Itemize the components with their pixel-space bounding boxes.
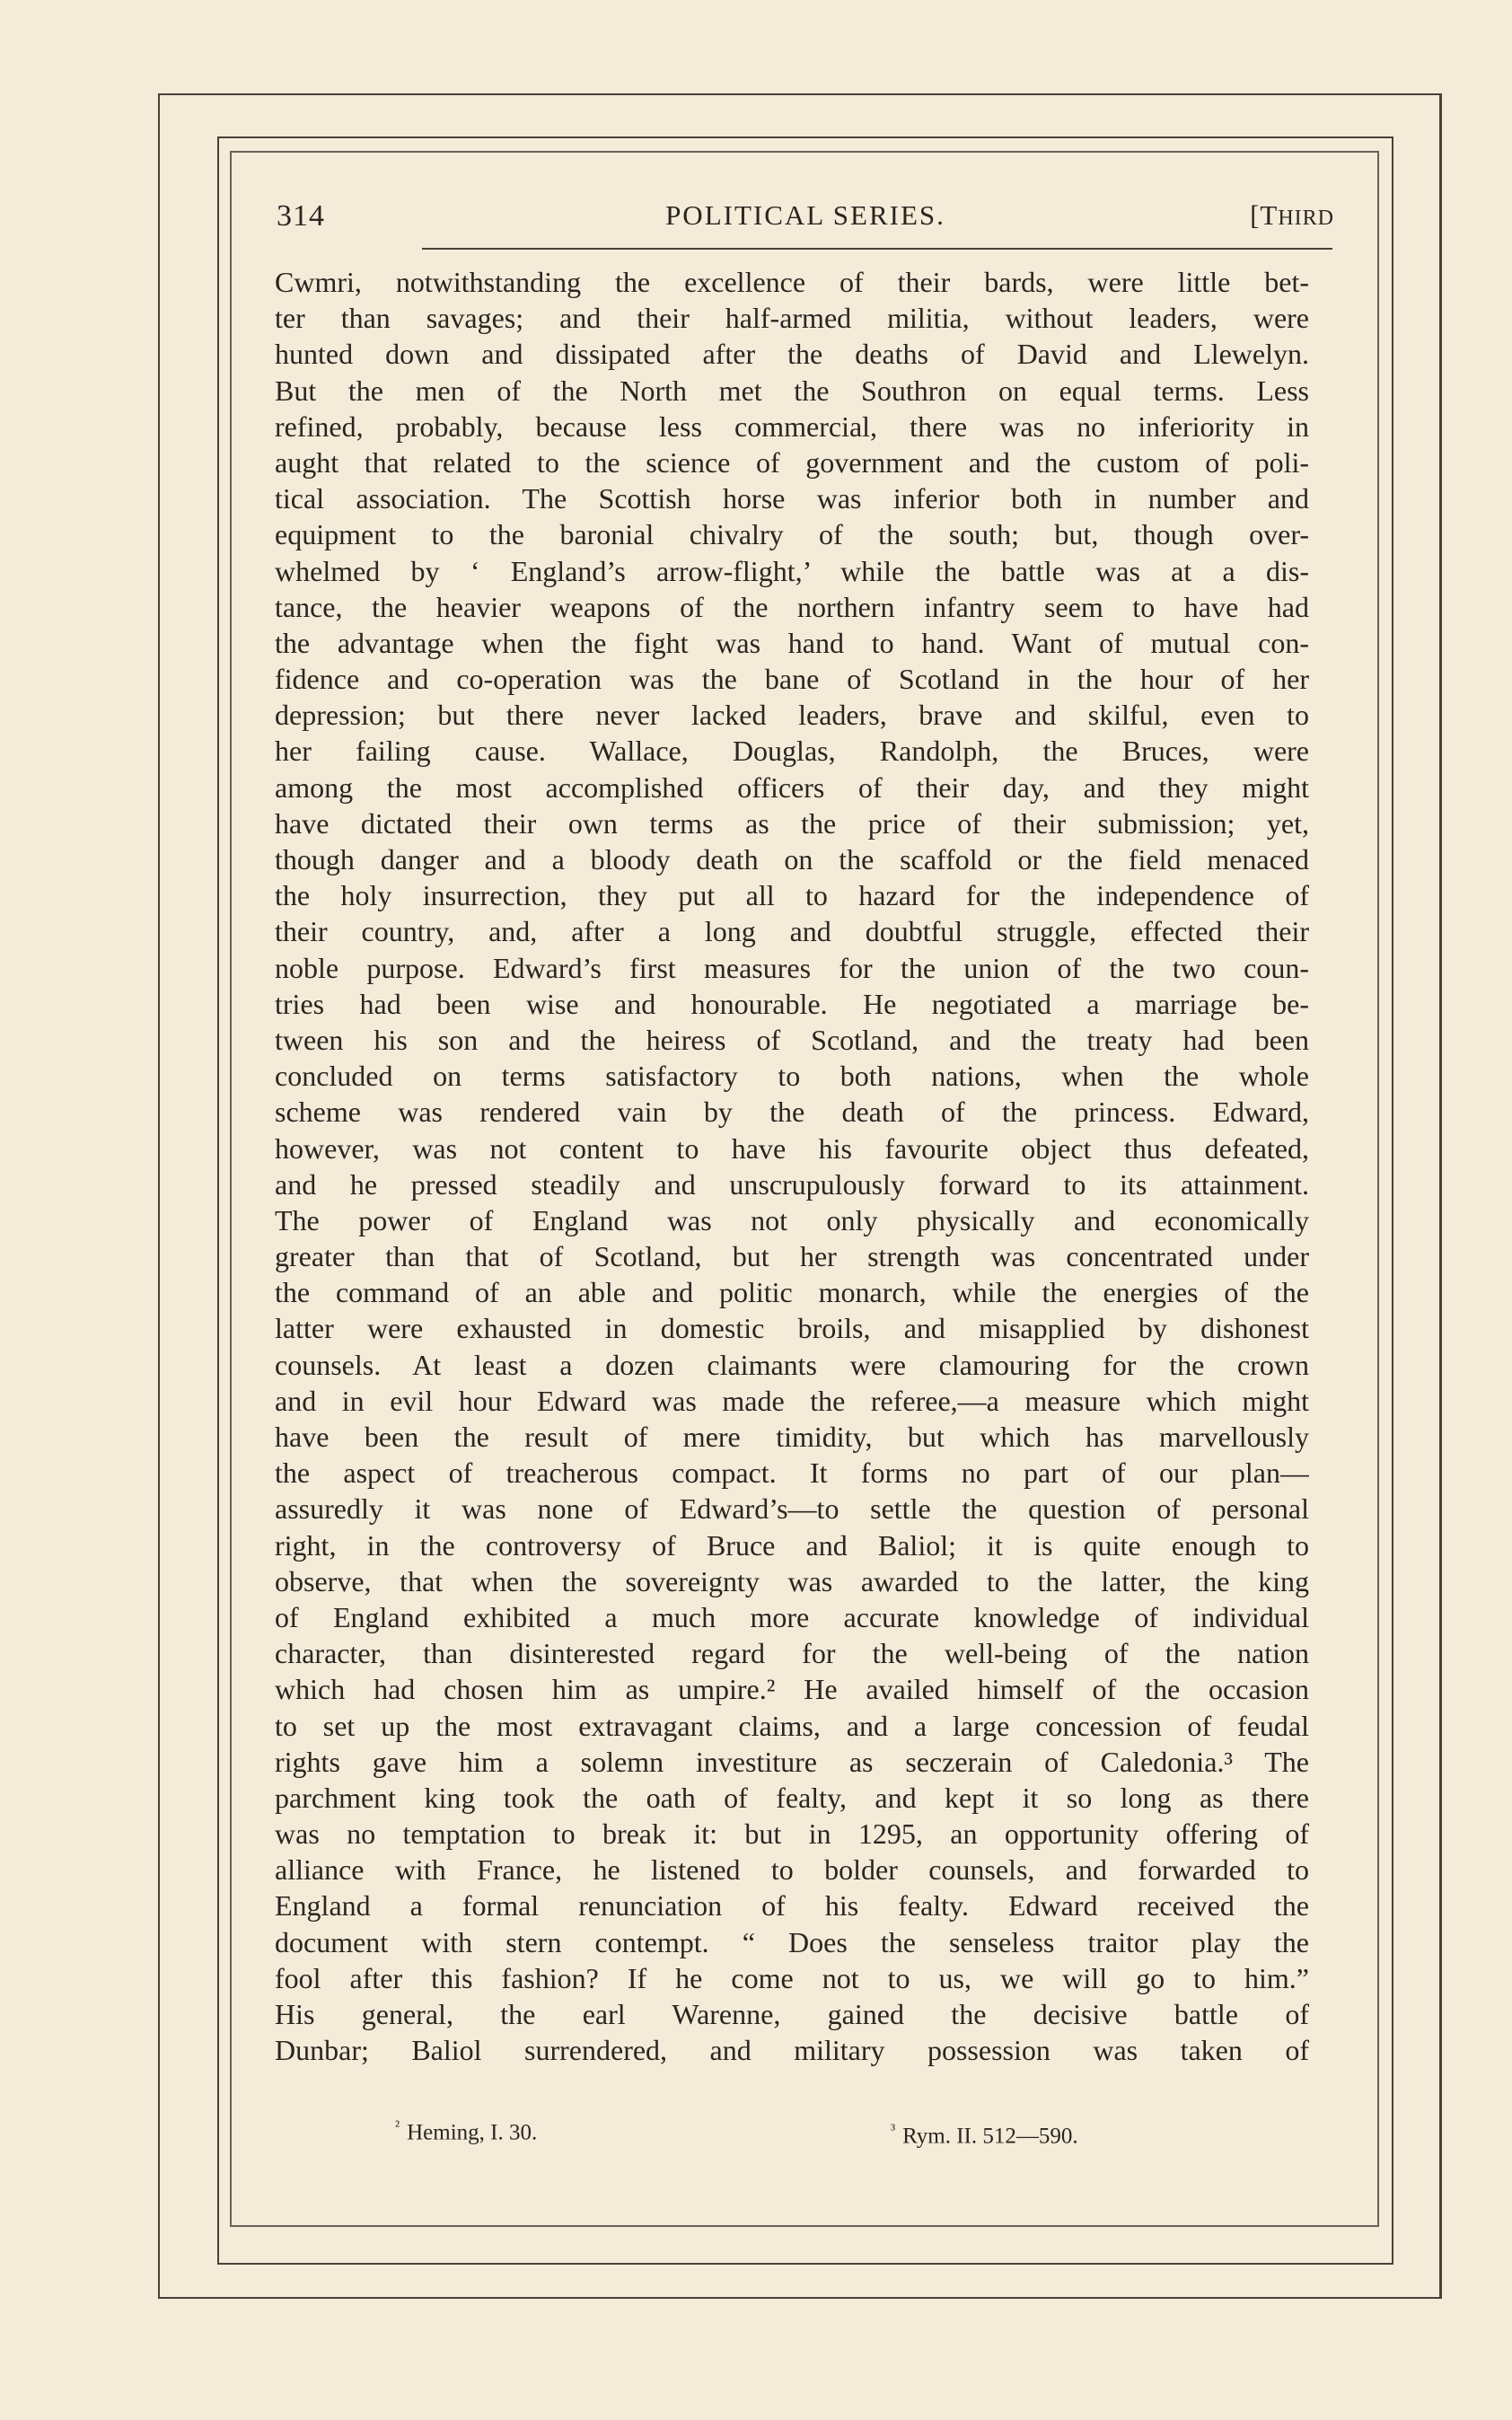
text-line: tical association. The Scottish horse was inferior both in number and xyxy=(275,482,1309,515)
text-line: alliance with France, he listened to bolder counsels, and forwarded to xyxy=(275,1853,1309,1887)
text-line: His general, the earl Warenne, gained the decisive battle of xyxy=(275,1998,1309,2030)
footnote-2 xyxy=(395,2117,537,2145)
text-line: among the most accomplished officers of their day, and they might xyxy=(275,770,1309,804)
text-line: character, than disinterested regard for the well-being of the nation xyxy=(275,1637,1309,1670)
text-line: document with stern contempt. “ Does the senseless traitor play the xyxy=(275,1925,1309,1958)
footnotes xyxy=(395,2117,1203,2153)
page-number: 314 xyxy=(277,199,325,233)
text-line: noble purpose. Edward’s first measures for the union of the two coun- xyxy=(275,951,1309,984)
text-line: hunted down and dissipated after the deaths of David and Llewelyn. xyxy=(275,338,1309,371)
footnote-mark: ² xyxy=(395,2117,400,2134)
text-line: tween his son and the heiress of Scotland, and the treaty had been xyxy=(275,1023,1309,1056)
text-line: rights gave him a solemn investiture as seczerain of Caledonia.³ The xyxy=(275,1745,1309,1778)
text-line: But the men of the North met the Southron on equal terms. Less xyxy=(275,374,1309,407)
text-line: their country, and, after a long and doubtful struggle, effected their xyxy=(275,915,1309,948)
text-line: tance, the heavier weapons of the northern infantry seem to have had xyxy=(275,590,1309,623)
body-text xyxy=(275,264,1309,2068)
text-line: and he pressed steadily and unscrupulously forward to its attainment. xyxy=(275,1167,1309,1201)
text-line: greater than that of Scotland, but her strength was concentrated under xyxy=(275,1240,1309,1273)
text-line: Dunbar; Baliol surrendered, and military possession was taken of xyxy=(275,2034,1309,2067)
page-header xyxy=(277,196,1334,246)
text-line: tries had been wise and honourable. He negotiated a marriage be- xyxy=(275,987,1309,1020)
text-line: the command of an able and politic monarch, while the energies of the xyxy=(275,1276,1309,1309)
text-line: her failing cause. Wallace, Douglas, Randolph, the Bruces, were xyxy=(275,735,1309,768)
section-tag-rest: HIRD xyxy=(1278,207,1334,230)
text-line: scheme was rendered vain by the death of the princess. Edward, xyxy=(275,1096,1309,1129)
section-tag xyxy=(1250,199,1334,232)
text-line: latter were exhausted in domestic broils, and misapplied by dishonest xyxy=(275,1312,1309,1345)
header-rule xyxy=(422,248,1332,250)
text-line: ter than savages; and their half-armed militia, without leaders, were xyxy=(275,302,1309,335)
text-line: was no temptation to break it: but in 1295, an opportunity offering of xyxy=(275,1817,1309,1851)
text-line: whelmed by ‘ England’s arrow-flight,’ while the battle was at a dis- xyxy=(275,554,1309,587)
text-line: depression; but there never lacked leaders, brave and skilful, even to xyxy=(275,699,1309,732)
text-line: which had chosen him as umpire.² He availed himself of the occasion xyxy=(275,1673,1309,1706)
text-line: the holy insurrection, they put all to hazard for the independence of xyxy=(275,879,1309,912)
text-line: refined, probably, because less commercial, there was no inferiority in xyxy=(275,409,1309,443)
text-line: concluded on terms satisfactory to both nations, when the whole xyxy=(275,1060,1309,1093)
text-line: equipment to the baronial chivalry of the south; but, though over- xyxy=(275,518,1309,551)
text-line: however, was not content to have his favourite object thus defeated, xyxy=(275,1131,1309,1165)
text-line: observe, that when the sovereignty was awarded to the latter, the king xyxy=(275,1564,1309,1597)
text-line: The power of England was not only physically and economically xyxy=(275,1203,1309,1236)
section-tag-initial: [T xyxy=(1250,199,1279,231)
footnote-text: Rym. II. 512—590. xyxy=(902,2124,1078,2149)
text-line: have been the result of mere timidity, but which has marvellously xyxy=(275,1421,1309,1453)
text-line: though danger and a bloody death on the scaffold or the field menaced xyxy=(275,843,1309,876)
text-line: and in evil hour Edward was made the referee,—a measure which might xyxy=(275,1384,1309,1417)
text-line: right, in the controversy of Bruce and Baliol; it is quite enough to xyxy=(275,1528,1309,1562)
text-line: aught that related to the science of government and the custom of poli- xyxy=(275,445,1309,479)
running-head: POLITICAL SERIES. xyxy=(665,199,945,231)
text-line: of England exhibited a much more accurate knowledge of individual xyxy=(275,1600,1309,1633)
text-line: fool after this fashion? If he come not to us, we will go to him.” xyxy=(275,1961,1309,1994)
text-line: assuredly it was none of Edward’s—to settle the question of personal xyxy=(275,1492,1309,1526)
text-line: counsels. At least a dozen claimants were clamouring for the crown xyxy=(275,1348,1309,1381)
footnote-mark: ³ xyxy=(891,2121,896,2138)
text-line: England a formal renunciation of his fealty. Edward received the xyxy=(275,1889,1309,1923)
text-line: Cwmri, notwithstanding the excellence of their bards, were little bet- xyxy=(275,266,1309,298)
text-line: to set up the most extravagant claims, and a large concession of feudal xyxy=(275,1709,1309,1742)
text-line: the advantage when the fight was hand to hand. Want of mutual con- xyxy=(275,626,1309,659)
text-line: parchment king took the oath of fealty, and kept it so long as there xyxy=(275,1781,1309,1814)
text-line: the aspect of treacherous compact. It forms no part of our plan— xyxy=(275,1456,1309,1490)
text-line: fidence and co-operation was the bane of Scotland in the hour of her xyxy=(275,663,1309,696)
footnote-text: Heming, I. 30. xyxy=(407,2120,538,2145)
footnote-3 xyxy=(891,2121,1078,2149)
text-line: have dictated their own terms as the price of their submission; yet, xyxy=(275,806,1309,840)
